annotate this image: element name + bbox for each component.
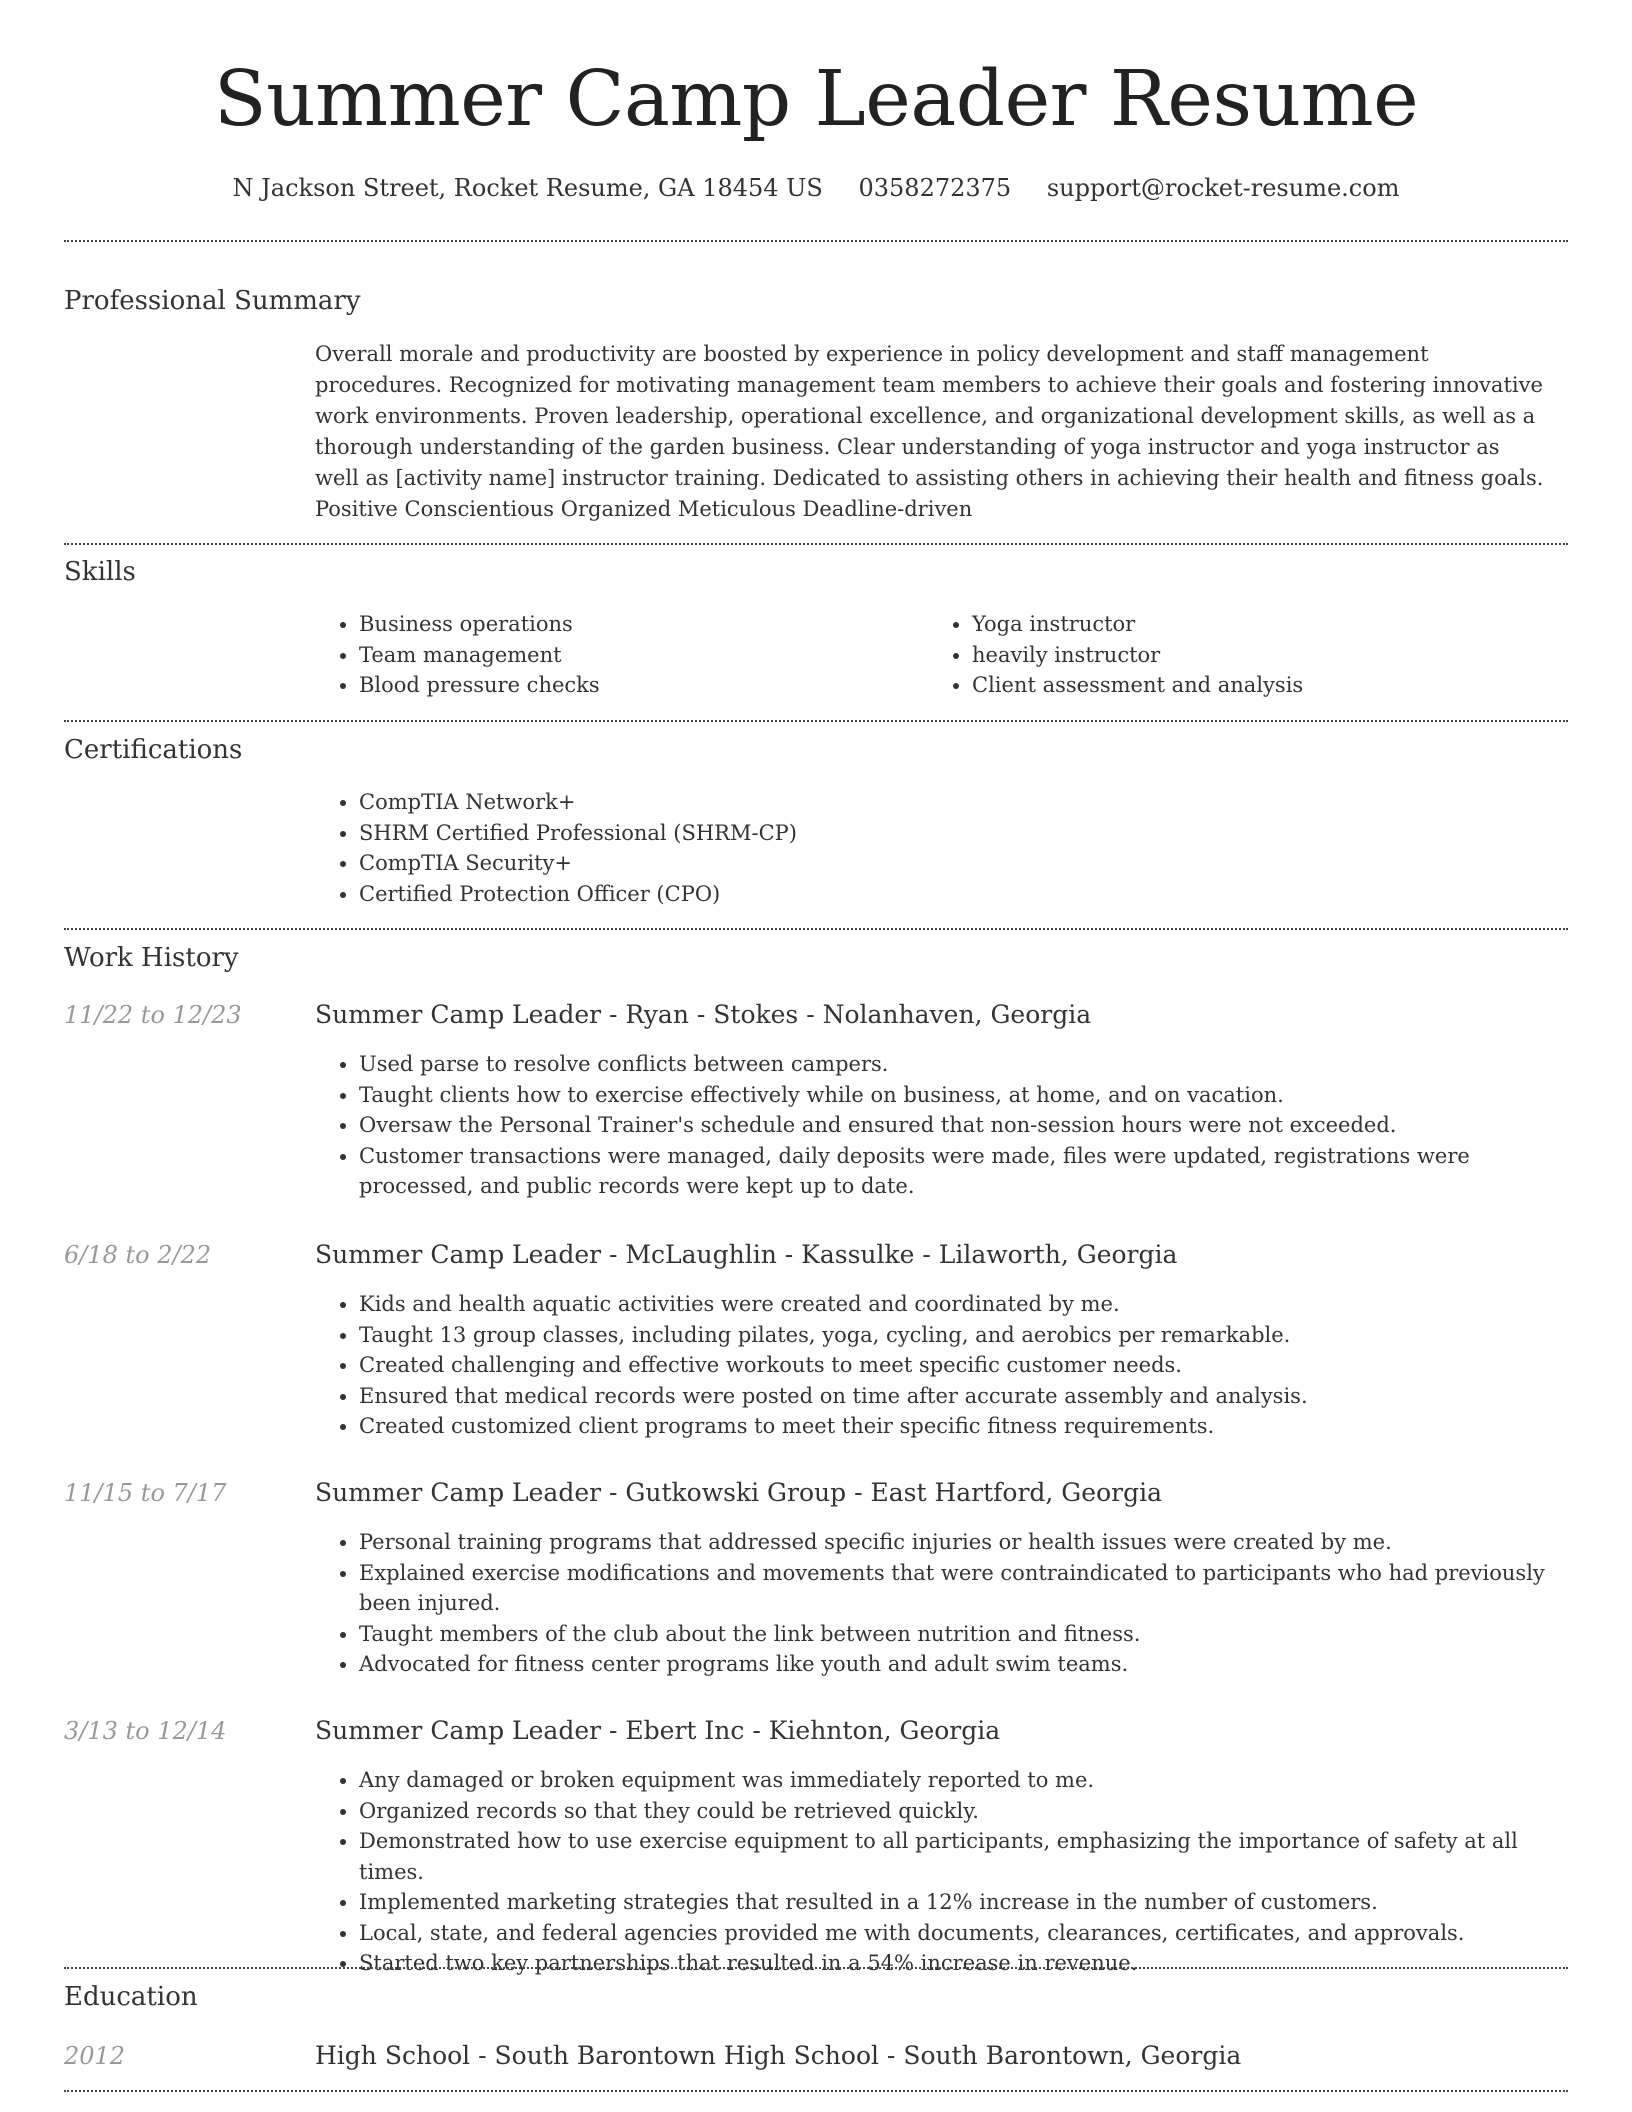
job-bullet: • Demonstrated how to use exercise equipment to all participants, emphasizing the importance of safety at all times. <box>359 1826 1568 1887</box>
skill-item: • Yoga instructor <box>972 609 1528 640</box>
section-divider <box>64 240 1568 242</box>
job-bullet: • Oversaw the Personal Trainer's schedule and ensured that non-session hours were not exceeded. <box>359 1110 1568 1141</box>
job-bullet: • Taught members of the club about the link between nutrition and fitness. <box>359 1619 1568 1650</box>
job-bullets <box>315 1289 1568 1442</box>
job-bullet: • Created challenging and effective workouts to meet specific customer needs. <box>359 1350 1568 1381</box>
job-bullet: • Ensured that medical records were posted on time after accurate assembly and analysis. <box>359 1381 1568 1412</box>
job-bullet: • Created customized client programs to meet their specific fitness requirements. <box>359 1411 1568 1442</box>
skills-left-column <box>315 609 915 701</box>
education-year: 2012 <box>64 2042 126 2070</box>
summary-heading: Professional Summary <box>64 286 361 316</box>
job-bullet: • Personal training programs that addressed specific injuries or health issues were created by me. <box>359 1527 1568 1558</box>
job-bullet: • Implemented marketing strategies that resulted in a 12% increase in the number of customers. <box>359 1887 1568 1918</box>
certification-item: • Certified Protection Officer (CPO) <box>359 879 1215 910</box>
contact-address: N Jackson Street, Rocket Resume, GA 18454 US <box>232 174 823 202</box>
certification-item: • CompTIA Security+ <box>359 848 1215 879</box>
education-title: High School - South Barontown High School - South Barontown, Georgia <box>315 2041 1242 2070</box>
resume-title: Summer Camp Leader Resume <box>213 55 1419 144</box>
section-divider <box>64 720 1568 722</box>
contact-info <box>64 172 1568 204</box>
job-dates: 11/15 to 7/17 <box>64 1479 227 1507</box>
job-dates: 11/22 to 12/23 <box>64 1001 242 1029</box>
job-bullet: • Taught clients how to exercise effectively while on business, at home, and on vacation. <box>359 1080 1568 1111</box>
contact-email: support@rocket-resume.com <box>1046 174 1400 202</box>
job-bullet: • Explained exercise modifications and movements that were contraindicated to participants who had previously been injured. <box>359 1558 1568 1619</box>
job-bullets <box>315 1049 1568 1202</box>
job-title: Summer Camp Leader - Ebert Inc - Kiehnton, Georgia <box>315 1716 1001 1745</box>
work-history-heading: Work History <box>64 943 239 973</box>
certifications-heading: Certifications <box>64 735 243 765</box>
skills-heading: Skills <box>64 557 136 587</box>
section-divider <box>64 543 1568 545</box>
skill-item: • Client assessment and analysis <box>972 670 1528 701</box>
skill-item: • Team management <box>359 640 915 671</box>
section-divider <box>64 1967 1568 1969</box>
certification-item: • CompTIA Network+ <box>359 787 1215 818</box>
education-heading: Education <box>64 1982 198 2012</box>
skill-item: • Business operations <box>359 609 915 640</box>
skill-item: • Blood pressure checks <box>359 670 915 701</box>
job-bullet: • Started two key partnerships that resulted in a 54% increase in revenue. <box>359 1948 1568 1979</box>
contact-phone: 0358272375 <box>858 174 1012 202</box>
job-bullet: • Organized records so that they could be retrieved quickly. <box>359 1796 1568 1827</box>
summary-text: Overall morale and productivity are boosted by experience in policy development and staff management procedures. Recognized for motivating management team members to achieve their goals and fostering innovative work environments. Proven leadership, operational excellence, and organizational development skills, as well as a thorough understanding of the garden business. Clear understanding of yoga instructor and yoga instructor as well as [activity name] instructor training. Dedicated to assisting others in achieving their health and fitness goals. Positive Conscientious Organized Meticulous Deadline-driven <box>315 342 1544 521</box>
section-divider <box>64 2090 1568 2092</box>
job-bullet: • Taught 13 group classes, including pilates, yoga, cycling, and aerobics per remarkable. <box>359 1320 1568 1351</box>
certifications-list <box>315 787 1215 909</box>
job-bullet: • Any damaged or broken equipment was immediately reported to me. <box>359 1765 1568 1796</box>
job-title: Summer Camp Leader - McLaughlin - Kassulke - Lilaworth, Georgia <box>315 1240 1178 1269</box>
job-title: Summer Camp Leader - Ryan - Stokes - Nolanhaven, Georgia <box>315 1000 1092 1029</box>
job-bullet: • Customer transactions were managed, daily deposits were made, files were updated, registrations were processed, and public records were kept up to date. <box>359 1141 1568 1202</box>
job-bullet: • Kids and health aquatic activities were created and coordinated by me. <box>359 1289 1568 1320</box>
job-bullet: • Local, state, and federal agencies provided me with documents, clearances, certificates, and approvals. <box>359 1918 1568 1949</box>
job-bullets <box>315 1527 1568 1680</box>
skills-right-column <box>928 609 1528 701</box>
skill-item: • heavily instructor <box>972 640 1528 671</box>
job-title: Summer Camp Leader - Gutkowski Group - East Hartford, Georgia <box>315 1478 1162 1507</box>
job-bullet: • Used parse to resolve conflicts between campers. <box>359 1049 1568 1080</box>
job-dates: 3/13 to 12/14 <box>64 1717 227 1745</box>
job-bullets <box>315 1765 1568 1979</box>
job-bullet: • Advocated for fitness center programs like youth and adult swim teams. <box>359 1649 1568 1680</box>
job-dates: 6/18 to 2/22 <box>64 1241 212 1269</box>
section-divider <box>64 928 1568 930</box>
certification-item: • SHRM Certified Professional (SHRM-CP) <box>359 818 1215 849</box>
